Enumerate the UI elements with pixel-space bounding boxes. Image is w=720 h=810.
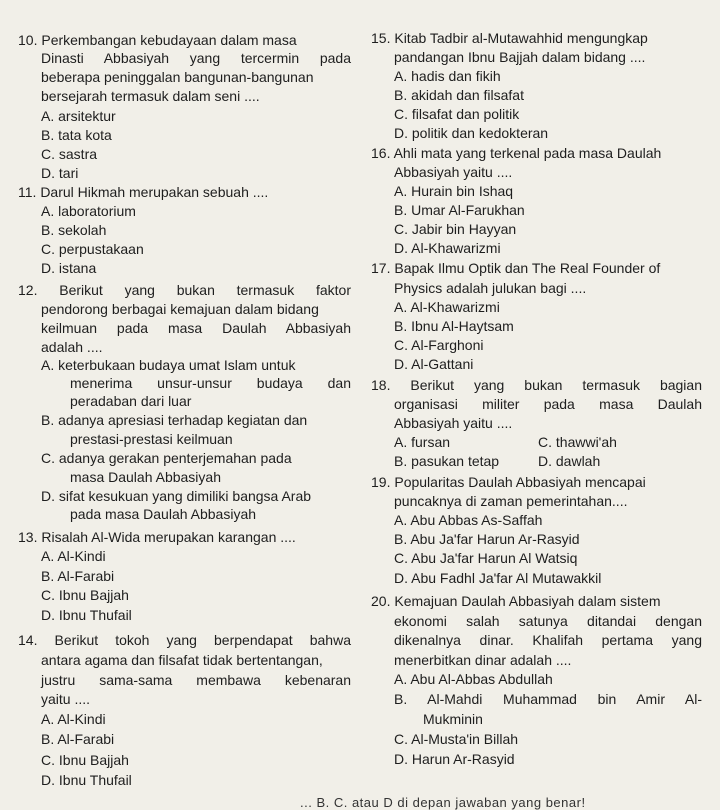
q14-stem-3: justru sama-sama membawa kebenaran <box>41 672 351 688</box>
q12-option-c[interactable]: C. adanya gerakan penterjemahan pada <box>41 450 292 466</box>
q12-option-a-cont-2: peradaban dari luar <box>70 393 192 409</box>
q20-option-b-cont: Mukminin <box>423 711 483 727</box>
q12-option-a[interactable]: A. keterbukaan budaya umat Islam untuk <box>41 357 296 373</box>
q16-option-a[interactable]: A. Hurain bin Ishaq <box>394 183 514 199</box>
q13-option-b[interactable]: B. Al-Farabi <box>41 568 115 584</box>
q16-option-c[interactable]: C. Jabir bin Hayyan <box>394 221 517 237</box>
q14-stem-4: yaitu .... <box>41 691 91 707</box>
q19-option-d[interactable]: D. Abu Fadhl Ja'far Al Mutawakkil <box>394 570 602 586</box>
q11-option-a[interactable]: A. laboratorium <box>41 203 136 219</box>
q19-option-c[interactable]: C. Abu Ja'far Harun Al Watsiq <box>394 550 578 566</box>
q12-option-b-cont: prestasi-prestasi keilmuan <box>70 431 233 447</box>
q18-stem-1: 18. Berikut yang bukan termasuk bagian <box>371 377 702 393</box>
q16-option-b[interactable]: B. Umar Al-Farukhan <box>394 202 525 218</box>
footer-instruction: ... B. C. atau D di depan jawaban yang benar! <box>300 795 586 810</box>
q11-option-d[interactable]: D. istana <box>41 260 97 276</box>
q13-option-d[interactable]: D. Ibnu Thufail <box>41 607 132 623</box>
q18-option-c[interactable]: C. thawwi'ah <box>538 434 617 450</box>
q15-option-a[interactable]: A. hadis dan fikih <box>394 68 501 84</box>
q15-stem-2: pandangan Ibnu Bajjah dalam bidang .... <box>394 49 646 65</box>
q15-option-b[interactable]: B. akidah dan filsafat <box>394 87 524 103</box>
q18-option-b[interactable]: B. pasukan tetap <box>394 453 500 469</box>
q18-option-d[interactable]: D. dawlah <box>538 453 601 469</box>
q14-option-d[interactable]: D. Ibnu Thufail <box>41 772 132 788</box>
q12-option-d[interactable]: D. sifat kesukuan yang dimiliki bangsa Arab <box>41 488 312 504</box>
q12-option-c-cont: masa Daulah Abbasiyah <box>70 469 221 485</box>
q20-option-d[interactable]: D. Harun Ar-Rasyid <box>394 751 515 767</box>
q10-option-b[interactable]: B. tata kota <box>41 127 112 143</box>
q13-stem-1: 13. Risalah Al-Wida merupakan karangan .... <box>18 529 296 545</box>
q14-option-b[interactable]: B. Al-Farabi <box>41 731 115 747</box>
q20-stem-2: ekonomi salah satunya ditandai dengan <box>394 613 702 629</box>
q12-stem-3: keilmuan pada masa Daulah Abbasiyah <box>41 320 351 336</box>
q13-option-c[interactable]: C. Ibnu Bajjah <box>41 587 129 603</box>
q20-option-b[interactable]: B. Al-Mahdi Muhammad bin Amir Al- <box>394 691 702 707</box>
q10-stem-1: 10. Perkembangan kebudayaan dalam masa <box>18 32 297 48</box>
q20-option-c[interactable]: C. Al-Musta'in Billah <box>394 731 519 747</box>
q20-stem-1: 20. Kemajuan Daulah Abbasiyah dalam sistem <box>371 593 661 609</box>
q17-stem-1: 17. Bapak Ilmu Optik dan The Real Founder of <box>371 260 661 276</box>
q10-option-c[interactable]: C. sastra <box>41 146 98 162</box>
q17-option-c[interactable]: C. Al-Farghoni <box>394 337 484 353</box>
q12-stem-1: 12. Berikut yang bukan termasuk faktor <box>18 282 351 298</box>
q19-stem-2: puncaknya di zaman pemerintahan.... <box>394 493 628 509</box>
q20-stem-3: dikenalnya dinar. Khalifah pertama yang <box>394 632 702 648</box>
q19-option-a[interactable]: A. Abu Abbas As-Saffah <box>394 512 543 528</box>
q13-option-a[interactable]: A. Al-Kindi <box>41 548 106 564</box>
q16-stem-2: Abbasiyah yaitu .... <box>394 164 513 180</box>
q15-option-c[interactable]: C. filsafat dan politik <box>394 106 520 122</box>
q17-stem-2: Physics adalah julukan bagi .... <box>394 280 587 296</box>
q19-stem-1: 19. Popularitas Daulah Abbasiyah mencapai <box>371 474 646 490</box>
q10-stem-2: Dinasti Abbasiyah yang tercermin pada <box>41 50 351 66</box>
q12-stem-2: pendorong berbagai kemajuan dalam bidang <box>41 301 319 317</box>
q12-stem-4: adalah .... <box>41 339 103 355</box>
q18-option-a[interactable]: A. fursan <box>394 434 451 450</box>
q14-stem-1: 14. Berikut tokoh yang berpendapat bahwa <box>18 632 351 648</box>
q17-option-d[interactable]: D. Al-Gattani <box>394 356 474 372</box>
q15-stem-1: 15. Kitab Tadbir al-Mutawahhid mengungkap <box>371 30 648 46</box>
q10-option-d[interactable]: D. tari <box>41 165 79 181</box>
q16-stem-1: 16. Ahli mata yang terkenal pada masa Daulah <box>371 145 662 161</box>
q20-option-a[interactable]: A. Abu Al-Abbas Abdullah <box>394 671 553 687</box>
q11-option-b[interactable]: B. sekolah <box>41 222 107 238</box>
q14-option-a[interactable]: A. Al-Kindi <box>41 711 106 727</box>
q18-stem-3: Abbasiyah yaitu .... <box>394 415 513 431</box>
q10-option-a[interactable]: A. arsitektur <box>41 108 116 124</box>
q18-stem-2: organisasi militer pada masa Daulah <box>394 396 702 412</box>
q20-stem-4: menerbitkan dinar adalah .... <box>394 652 572 668</box>
q11-option-c[interactable]: C. perpustakaan <box>41 241 144 257</box>
q12-option-b[interactable]: B. adanya apresiasi terhadap kegiatan dan <box>41 412 308 428</box>
q12-option-d-cont: pada masa Daulah Abbasiyah <box>70 506 257 522</box>
q19-option-b[interactable]: B. Abu Ja'far Harun Ar-Rasyid <box>394 531 580 547</box>
q12-option-a-cont-1: menerima unsur-unsur budaya dan <box>70 375 351 391</box>
q15-option-d[interactable]: D. politik dan kedokteran <box>394 125 549 141</box>
q14-stem-2: antara agama dan filsafat tidak bertentangan, <box>41 652 323 668</box>
q10-stem-3: beberapa peninggalan bangunan-bangunan <box>41 69 314 85</box>
q17-option-a[interactable]: A. Al-Khawarizmi <box>394 299 500 315</box>
q17-option-b[interactable]: B. Ibnu Al-Haytsam <box>394 318 514 334</box>
q14-option-c[interactable]: C. Ibnu Bajjah <box>41 752 129 768</box>
q10-stem-4: bersejarah termasuk dalam seni .... <box>41 88 260 104</box>
q11-stem-1: 11. Darul Hikmah merupakan sebuah .... <box>18 184 269 200</box>
q16-option-d[interactable]: D. Al-Khawarizmi <box>394 240 501 256</box>
